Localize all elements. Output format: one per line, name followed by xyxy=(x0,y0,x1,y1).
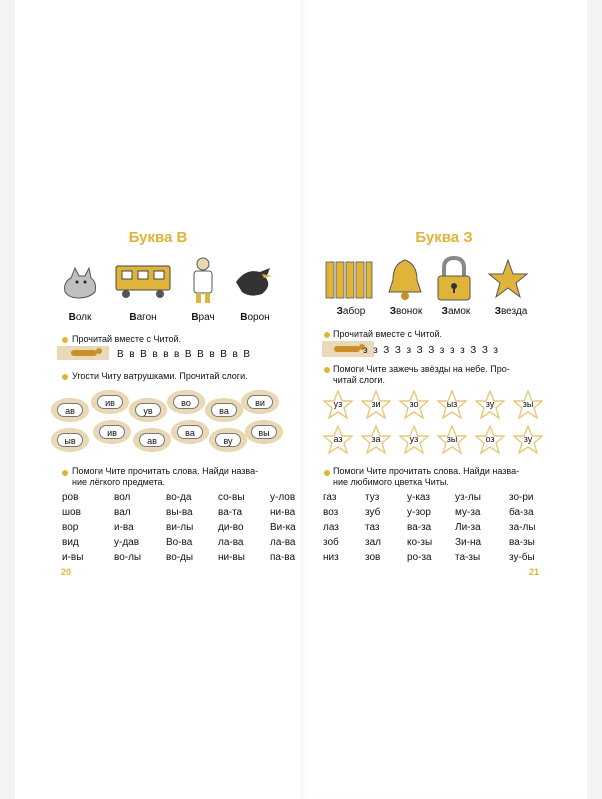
left-page xyxy=(15,0,301,799)
syllable-star[interactable] xyxy=(323,425,353,455)
bullet xyxy=(62,337,68,343)
word: ла-ва xyxy=(218,537,244,548)
bun[interactable]: во xyxy=(167,390,205,414)
doctor-icon xyxy=(188,256,218,304)
letter-row: В в В в в в В В в В в В xyxy=(117,349,251,360)
word: Ви-ка xyxy=(270,522,296,533)
word: у-дав xyxy=(114,537,140,548)
word: шов xyxy=(62,507,81,518)
word: ва-зы xyxy=(509,537,535,548)
label-first-letter: З xyxy=(494,306,501,317)
instruction-read: Прочитай вместе с Читой. xyxy=(333,329,443,339)
word-column xyxy=(365,490,381,565)
wolf-icon xyxy=(59,262,101,302)
instruction-stars-line2: читай слоги. xyxy=(333,375,385,385)
instruction-words-line1: Помоги Чите прочитать слова. Найди назва- xyxy=(72,466,259,476)
syllable-star[interactable] xyxy=(361,425,391,455)
page-title-left: Буква В xyxy=(128,229,188,246)
word: зу-бы xyxy=(509,552,535,563)
star-syllable: аз xyxy=(333,434,343,444)
word: ни-вы xyxy=(218,552,245,563)
word: и-вы xyxy=(62,552,84,563)
word: ла-ва xyxy=(270,537,296,548)
word: па-ва xyxy=(270,552,296,563)
syllable-star[interactable] xyxy=(437,425,467,455)
word: уз-лы xyxy=(455,492,481,503)
label-first-letter: В xyxy=(68,312,76,323)
syllable-star[interactable] xyxy=(513,425,543,455)
word: ва-за xyxy=(407,522,432,533)
star-syllable: зы xyxy=(446,434,458,444)
word: зоб xyxy=(323,537,339,548)
bullet xyxy=(324,367,330,373)
word-column xyxy=(218,490,245,565)
bun[interactable]: ву xyxy=(209,428,247,452)
word: и-ва xyxy=(114,522,134,533)
picture-label-wagon: агон xyxy=(136,312,157,323)
picture-label-padlock: амок xyxy=(447,306,471,317)
dachshund-icon xyxy=(57,346,109,360)
word: ро-за xyxy=(407,552,432,563)
word-column xyxy=(509,490,536,565)
bullet xyxy=(62,374,68,380)
word: та-зы xyxy=(455,552,481,563)
bun[interactable]: ув xyxy=(129,398,167,422)
bun[interactable]: ыв xyxy=(51,428,89,452)
bullet xyxy=(324,332,330,338)
syllable-star[interactable] xyxy=(437,390,467,420)
word: во-ды xyxy=(166,552,194,563)
word: за-лы xyxy=(509,522,536,533)
instruction-stars-line1: Помоги Чите зажечь звёзды на небе. Про- xyxy=(333,364,510,374)
page-number-left: 20 xyxy=(61,567,72,577)
star-syllable: зы xyxy=(522,399,534,409)
word: ди-во xyxy=(218,522,244,533)
picture-label-bell: вонок xyxy=(396,306,423,317)
syllable-star[interactable] xyxy=(399,425,429,455)
word: во-лы xyxy=(114,552,142,563)
page-title-right: Буква З xyxy=(415,229,473,246)
label-first-letter: З xyxy=(389,306,397,317)
bun[interactable]: вы xyxy=(245,420,283,444)
word-column xyxy=(62,490,83,565)
label-first-letter: В xyxy=(240,312,248,323)
word-column xyxy=(166,490,193,565)
bun[interactable]: ва xyxy=(205,398,243,422)
label-first-letter: В xyxy=(191,312,199,323)
syllable-star[interactable] xyxy=(323,390,353,420)
word: ни-ва xyxy=(270,507,296,518)
word: зуб xyxy=(365,507,381,518)
bun[interactable]: ив xyxy=(93,420,131,444)
bell-icon xyxy=(385,256,425,302)
instruction-words-line2: ние любимого цветка Читы. xyxy=(333,477,449,487)
bullet xyxy=(324,470,330,476)
word-column xyxy=(407,490,432,565)
word: ва-та xyxy=(218,507,243,518)
page-number-right: 21 xyxy=(529,567,540,577)
word: вор xyxy=(62,522,79,533)
word: зал xyxy=(365,537,381,548)
picture-label-doctor: рач xyxy=(198,312,215,323)
word: со-вы xyxy=(218,492,245,503)
word-column xyxy=(455,490,481,565)
fence-icon xyxy=(325,258,373,300)
right-page xyxy=(301,0,587,799)
wagon-icon xyxy=(114,262,172,300)
word-column xyxy=(270,490,296,565)
label-first-letter: З xyxy=(441,306,448,317)
bun[interactable]: ав xyxy=(133,428,171,452)
star-syllable: зу xyxy=(523,434,533,444)
word: ко-зы xyxy=(407,537,433,548)
star-syllable: уз xyxy=(333,399,343,409)
word: Ли-за xyxy=(455,522,481,533)
bun[interactable]: ив xyxy=(91,390,129,414)
bun[interactable]: ва xyxy=(171,420,209,444)
word: вал xyxy=(114,507,131,518)
picture-label-wolf: олк xyxy=(75,312,92,323)
word: ров xyxy=(62,492,79,503)
star-syllable: за xyxy=(371,434,381,444)
word: зов xyxy=(365,552,381,563)
instruction-words-line1: Помоги Чите прочитать слова. Найди назва- xyxy=(333,466,520,476)
word: му-за xyxy=(455,507,481,518)
star-syllable: зи xyxy=(371,399,381,409)
word: газ xyxy=(323,492,337,503)
instruction-words-line2: ние лёгкого предмета. xyxy=(72,477,166,487)
picture-label-fence: абор xyxy=(342,306,366,317)
star-syllable: зу xyxy=(485,399,495,409)
word: у-каз xyxy=(407,492,430,503)
word: вол xyxy=(114,492,131,503)
bun[interactable]: ав xyxy=(51,398,89,422)
word: Во-ва xyxy=(166,537,193,548)
word-column xyxy=(323,490,339,565)
word: таз xyxy=(365,522,380,533)
word: воз xyxy=(323,507,339,518)
word: туз xyxy=(365,492,380,503)
label-first-letter: З xyxy=(336,306,343,317)
syllable-star[interactable] xyxy=(513,390,543,420)
star-syllable: ыз xyxy=(446,399,458,409)
word-column xyxy=(114,490,141,565)
picture-label-star: везда xyxy=(500,306,528,317)
word: Зи-на xyxy=(455,537,482,548)
raven-icon xyxy=(232,264,276,300)
star-icon xyxy=(487,258,529,300)
word: низ xyxy=(323,552,339,563)
syllable-star[interactable] xyxy=(399,390,429,420)
star-syllable: уз xyxy=(409,434,419,444)
padlock-icon xyxy=(434,256,474,302)
instruction-syllables: Угости Читу ватрушками. Прочитай слоги. xyxy=(72,371,248,381)
letter-row: з з З З з З З з з з З З з xyxy=(363,345,499,356)
instruction-read: Прочитай вместе с Читой. xyxy=(72,334,182,344)
word: ба-за xyxy=(509,507,534,518)
syllable-star[interactable] xyxy=(361,390,391,420)
star-syllable: оз xyxy=(485,434,495,444)
word: вы-ва xyxy=(166,507,193,518)
word: у-лов xyxy=(270,492,296,503)
bullet xyxy=(62,470,68,476)
syllable-star[interactable] xyxy=(475,390,505,420)
word: лаз xyxy=(323,522,339,533)
word: зо-ри xyxy=(509,492,534,503)
word: у-зор xyxy=(407,507,431,518)
syllable-star[interactable] xyxy=(475,425,505,455)
word: ви-лы xyxy=(166,522,194,533)
bun[interactable]: ви xyxy=(241,390,279,414)
word: во-да xyxy=(166,492,192,503)
picture-label-raven: орон xyxy=(247,312,270,323)
star-syllable: зо xyxy=(409,399,419,409)
label-first-letter: В xyxy=(129,312,137,323)
word: вид xyxy=(62,537,79,548)
